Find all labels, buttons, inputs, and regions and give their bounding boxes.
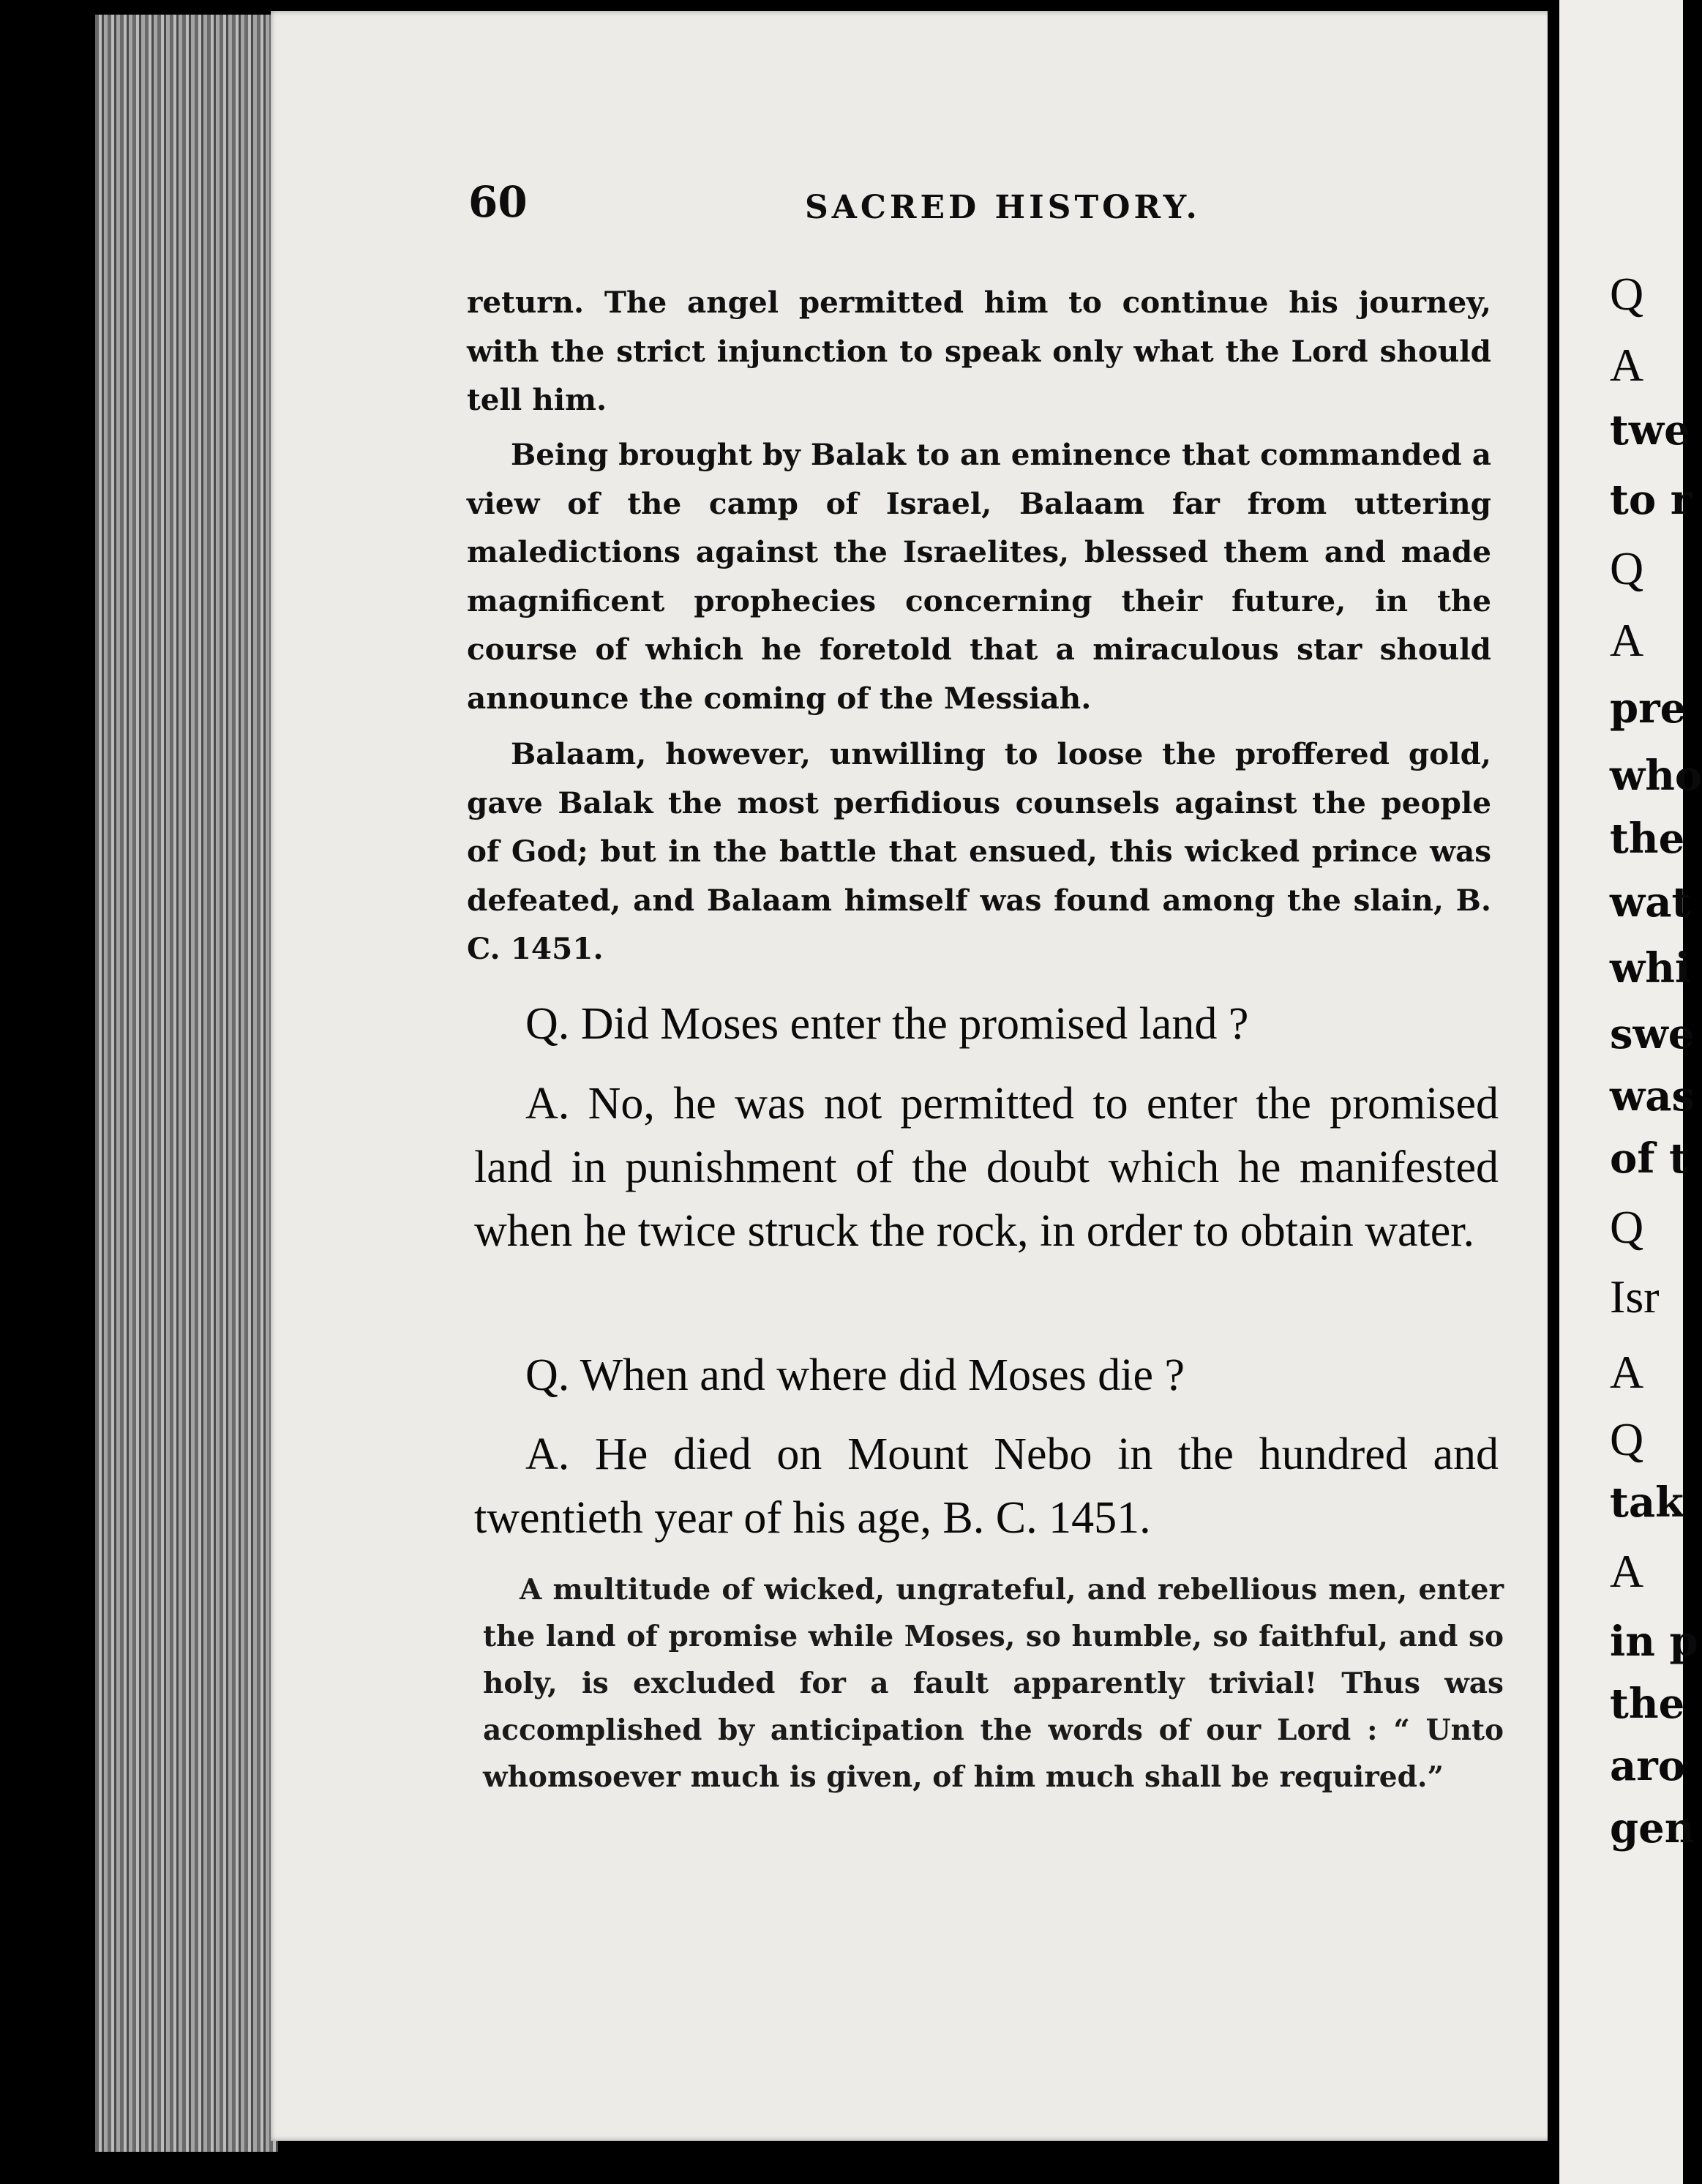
question-1: Q. Did Moses enter the promised land ? xyxy=(525,999,1249,1049)
facing-fragment: the xyxy=(1610,815,1685,863)
facing-fragment: Q xyxy=(1610,1413,1644,1465)
facing-fragment: pre xyxy=(1610,684,1687,733)
facing-fragment: of t xyxy=(1610,1134,1688,1183)
page-number: 60 xyxy=(468,177,528,227)
facing-fragment: wat xyxy=(1610,878,1691,927)
facing-fragment: aro xyxy=(1610,1742,1686,1790)
facing-fragment: Q xyxy=(1610,1201,1644,1253)
facing-fragment: to r xyxy=(1610,476,1692,524)
facing-fragment: in p xyxy=(1610,1618,1698,1666)
running-head: SACRED HISTORY. xyxy=(805,189,1201,226)
page-edges xyxy=(95,15,278,2152)
paragraph-3: Balaam, however, unwilling to loose the proffered gold, gave Balak the most perfidious counsels against the people of God; but in the battle that ensued, this wicked prince was defeated, and Balaam himself was found among the slain, B. C. 1451. xyxy=(467,736,1491,966)
paragraph-2: Being brought by Balak to an eminence that commanded a view of the camp of Israel, Balaam far from uttering maledictions against the Israelites, blessed them and made magnificent prophecies concerning their future, in the course of which he foretold that a miraculous star should announce the coming of the Messiah. xyxy=(467,437,1491,716)
question-2: Q. When and where did Moses die ? xyxy=(525,1350,1185,1400)
facing-fragment: Isr xyxy=(1610,1271,1660,1323)
facing-fragment: A xyxy=(1610,1545,1644,1597)
facing-fragment: tak xyxy=(1610,1478,1684,1527)
paragraph-4: A multitude of wicked, ungrateful, and rebellious men, enter the land of promise while Moses, so humble, so faithful, and so holy, is excluded for a fault apparently trivial! Thus was accomplished by anticipation the words of our Lord : “ Unto whomsoever much is given, of him much shall be required.” xyxy=(483,1573,1504,1794)
facing-fragment: Q xyxy=(1610,268,1644,320)
answer-1: A. No, he was not permitted to enter the promised land in punishment of the doubt which he manifested when he twice struck the rock, in order to obtain water. xyxy=(474,1079,1499,1256)
answer-2: A. He died on Mount Nebo in the hundred and twentieth year of his age, B. C. 1451. xyxy=(474,1429,1499,1543)
facing-fragment: Q xyxy=(1610,542,1644,594)
gutter xyxy=(1548,0,1559,2184)
facing-fragment: gen xyxy=(1610,1804,1695,1852)
facing-fragment: twe xyxy=(1610,406,1690,455)
facing-fragment: whi xyxy=(1610,944,1691,992)
facing-fragment: was xyxy=(1610,1072,1695,1121)
facing-fragment: swe xyxy=(1610,1010,1695,1058)
facing-fragment: A xyxy=(1610,614,1644,666)
paragraph-1: return. The angel permitted him to continue his journey, with the strict injunction to speak only what the Lord should tell him. xyxy=(467,285,1491,417)
facing-fragment: A xyxy=(1610,1346,1644,1398)
facing-fragment: the xyxy=(1610,1680,1685,1728)
facing-fragment: A xyxy=(1610,339,1644,391)
facing-fragment: who xyxy=(1610,752,1702,800)
